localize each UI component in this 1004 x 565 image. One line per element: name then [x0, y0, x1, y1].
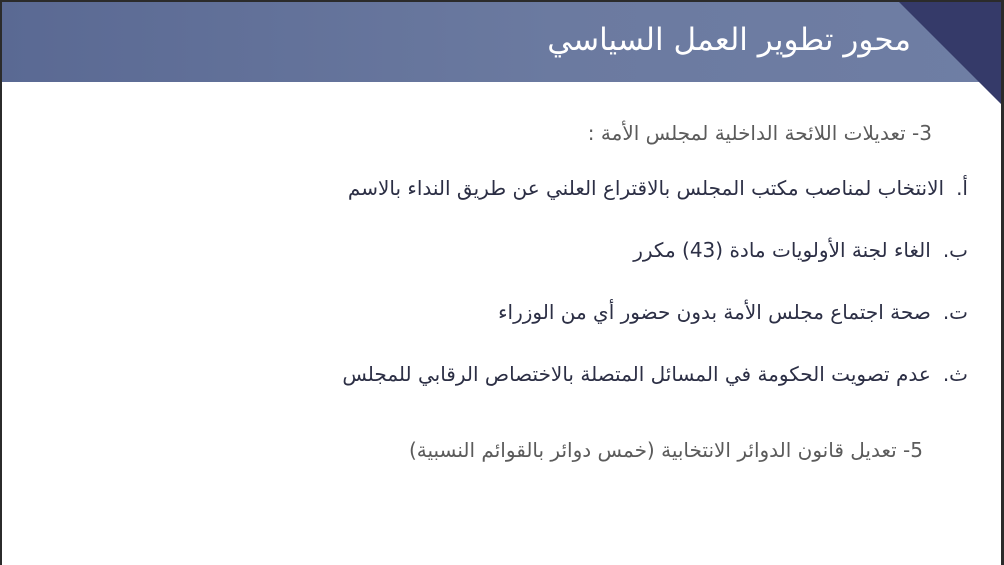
corner-accent-shape	[899, 2, 1001, 104]
list-item-marker: ث.	[942, 362, 968, 386]
list-item-text: صحة اجتماع مجلس الأمة بدون حضور أي من الوزراء	[498, 300, 931, 324]
slide-title: محور تطوير العمل السياسي	[547, 22, 911, 58]
list-item-b	[633, 235, 968, 265]
list-item-text: الغاء لجنة الأولويات مادة (43) مكرر	[633, 238, 931, 262]
list-item-marker: ت.	[942, 300, 968, 324]
section-3-heading: 3- تعديلات اللائحة الداخلية لمجلس الأمة :	[587, 121, 932, 145]
list-item-marker: ب.	[942, 238, 968, 262]
list-item-d	[342, 359, 968, 389]
list-item-text: الانتخاب لمناصب مكتب المجلس بالاقتراع العلني عن طريق النداء بالاسم	[347, 176, 945, 200]
list-item-text: عدم تصويت الحكومة في المسائل المتصلة بالاختصاص الرقابي للمجلس	[342, 362, 931, 386]
list-item-c	[498, 297, 968, 327]
list-item-marker: أ.	[956, 176, 968, 200]
list-item-a	[348, 173, 968, 203]
section-5-heading: 5- تعديل قانون الدوائر الانتخابية (خمس دوائر بالقوائم النسبية)	[408, 438, 923, 462]
title-bar	[2, 2, 1004, 82]
